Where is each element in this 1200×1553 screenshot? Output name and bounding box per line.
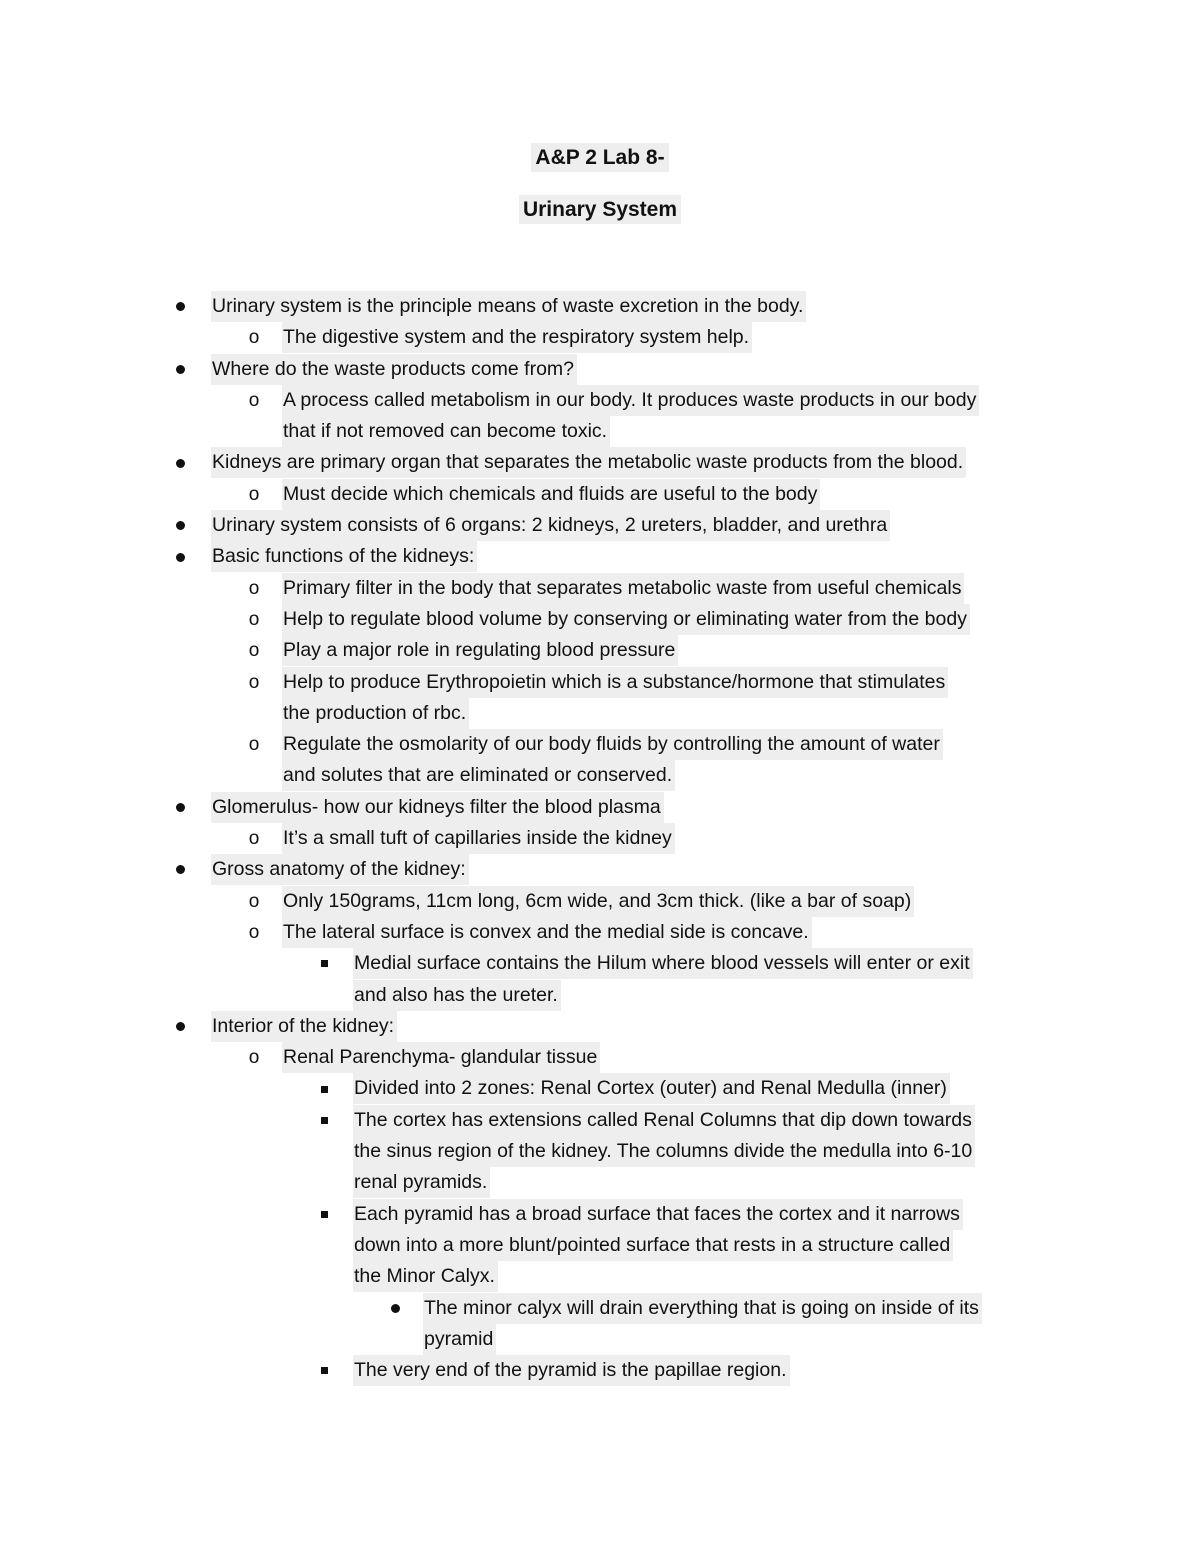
notes-list [0, 291, 1200, 1386]
list-item-text: Help to produce Erythropoietin which is a substance/hormone that stimulates [282, 667, 948, 698]
bullet-square-icon [316, 1073, 332, 1104]
bullet-dot-icon [172, 792, 188, 823]
list-item-continuation [0, 760, 1200, 791]
list-item-text: Divided into 2 zones: Renal Cortex (outer) and Renal Medulla (inner) [353, 1073, 950, 1104]
list-item-text: Basic functions of the kidneys: [211, 541, 477, 572]
list-item-text: Gross anatomy of the kidney: [211, 854, 469, 885]
list-item-continuation [0, 416, 1200, 447]
bullet-circle-icon: o [248, 828, 260, 850]
list-item-text: the Minor Calyx. [353, 1261, 498, 1292]
list-item [0, 1011, 1200, 1042]
list-item-continuation [0, 1136, 1200, 1167]
bullet-dot-icon [172, 354, 188, 385]
bullet-dot-icon [172, 541, 188, 572]
document-subtitle-text: Urinary System [519, 195, 681, 224]
list-item-text: the production of rbc. [282, 698, 469, 729]
list-item [0, 604, 1200, 635]
list-item-text: Primary filter in the body that separates metabolic waste from useful chemicals [282, 573, 964, 604]
list-item-continuation [0, 1167, 1200, 1198]
list-item [0, 354, 1200, 385]
bullet-circle-icon: o [248, 327, 260, 349]
list-item [0, 823, 1200, 854]
list-item [0, 886, 1200, 917]
bullet-dot-icon [172, 510, 188, 541]
list-item-text: down into a more blunt/pointed surface that rests in a structure called [353, 1230, 953, 1261]
list-item [0, 510, 1200, 541]
list-item-text: The minor calyx will drain everything that is going on inside of its [423, 1293, 982, 1324]
list-item [0, 541, 1200, 572]
list-item [0, 635, 1200, 666]
list-item-continuation [0, 1261, 1200, 1292]
list-item [0, 1293, 1200, 1324]
list-item-continuation [0, 1230, 1200, 1261]
list-item-text: Where do the waste products come from? [211, 354, 577, 385]
bullet-square-icon [316, 1105, 332, 1136]
list-item-text: Must decide which chemicals and fluids are useful to the body [282, 479, 820, 510]
list-item-text: and solutes that are eliminated or conserved. [282, 760, 675, 791]
bullet-circle-icon: o [248, 577, 260, 599]
list-item-continuation [0, 698, 1200, 729]
list-item-text: Only 150grams, 11cm long, 6cm wide, and 3cm thick. (like a bar of soap) [282, 886, 914, 917]
list-item-text: pyramid [423, 1324, 496, 1355]
list-item-text: Renal Parenchyma- glandular tissue [282, 1042, 600, 1073]
bullet-circle-icon: o [248, 640, 260, 662]
list-item [0, 667, 1200, 698]
list-item [0, 1042, 1200, 1073]
bullet-circle-icon: o [248, 890, 260, 912]
list-item [0, 447, 1200, 478]
list-item [0, 792, 1200, 823]
bullet-circle-icon: o [248, 1047, 260, 1069]
list-item [0, 573, 1200, 604]
list-item [0, 729, 1200, 760]
bullet-circle-icon: o [248, 922, 260, 944]
bullet-circle-icon: o [248, 483, 260, 505]
list-item-continuation [0, 980, 1200, 1011]
list-item-text: The lateral surface is convex and the medial side is concave. [282, 917, 812, 948]
document-title [0, 146, 1200, 170]
list-item-text: renal pyramids. [353, 1167, 490, 1198]
list-item-text: Urinary system consists of 6 organs: 2 kidneys, 2 ureters, bladder, and urethra [211, 510, 890, 541]
bullet-square-icon [316, 1355, 332, 1386]
list-item-text: Glomerulus- how our kidneys filter the blood plasma [211, 792, 664, 823]
list-item [0, 854, 1200, 885]
list-item [0, 322, 1200, 353]
bullet-circle-icon: o [248, 734, 260, 756]
list-item-continuation [0, 1324, 1200, 1355]
list-item [0, 1105, 1200, 1136]
list-item-text: A process called metabolism in our body. It produces waste products in our body [282, 385, 979, 416]
list-item-text: Each pyramid has a broad surface that faces the cortex and it narrows [353, 1199, 963, 1230]
bullet-dot-icon [172, 291, 188, 322]
document-title-text: A&P 2 Lab 8- [531, 143, 668, 172]
bullet-square-icon [316, 1199, 332, 1230]
list-item-text: Help to regulate blood volume by conserving or eliminating water from the body [282, 604, 970, 635]
list-item [0, 1355, 1200, 1386]
bullet-circle-icon: o [248, 671, 260, 693]
list-item [0, 385, 1200, 416]
bullet-dot-icon [172, 447, 188, 478]
list-item-text: Interior of the kidney: [211, 1011, 397, 1042]
list-item-text: It’s a small tuft of capillaries inside the kidney [282, 823, 675, 854]
list-item-text: the sinus region of the kidney. The columns divide the medulla into 6-10 [353, 1136, 975, 1167]
list-item [0, 1073, 1200, 1104]
list-item-text: Play a major role in regulating blood pressure [282, 635, 678, 666]
bullet-dot-icon [172, 854, 188, 885]
list-item [0, 917, 1200, 948]
bullet-dot-icon [172, 1011, 188, 1042]
list-item [0, 1199, 1200, 1230]
list-item-text: Urinary system is the principle means of waste excretion in the body. [211, 291, 806, 322]
list-item-text: Kidneys are primary organ that separates the metabolic waste products from the blood. [211, 447, 966, 478]
list-item [0, 291, 1200, 322]
list-item-text: Regulate the osmolarity of our body fluids by controlling the amount of water [282, 729, 943, 760]
list-item [0, 948, 1200, 979]
document-subtitle [0, 198, 1200, 222]
bullet-square-icon [316, 948, 332, 979]
list-item-text: and also has the ureter. [353, 980, 561, 1011]
list-item-text: that if not removed can become toxic. [282, 416, 610, 447]
bullet-circle-icon: o [248, 609, 260, 631]
list-item-text: The very end of the pyramid is the papillae region. [353, 1355, 790, 1386]
bullet-dot-icon [387, 1293, 403, 1324]
list-item [0, 479, 1200, 510]
bullet-circle-icon: o [248, 390, 260, 412]
list-item-text: Medial surface contains the Hilum where blood vessels will enter or exit [353, 948, 973, 979]
list-item-text: The digestive system and the respiratory system help. [282, 322, 752, 353]
list-item-text: The cortex has extensions called Renal Columns that dip down towards [353, 1105, 975, 1136]
